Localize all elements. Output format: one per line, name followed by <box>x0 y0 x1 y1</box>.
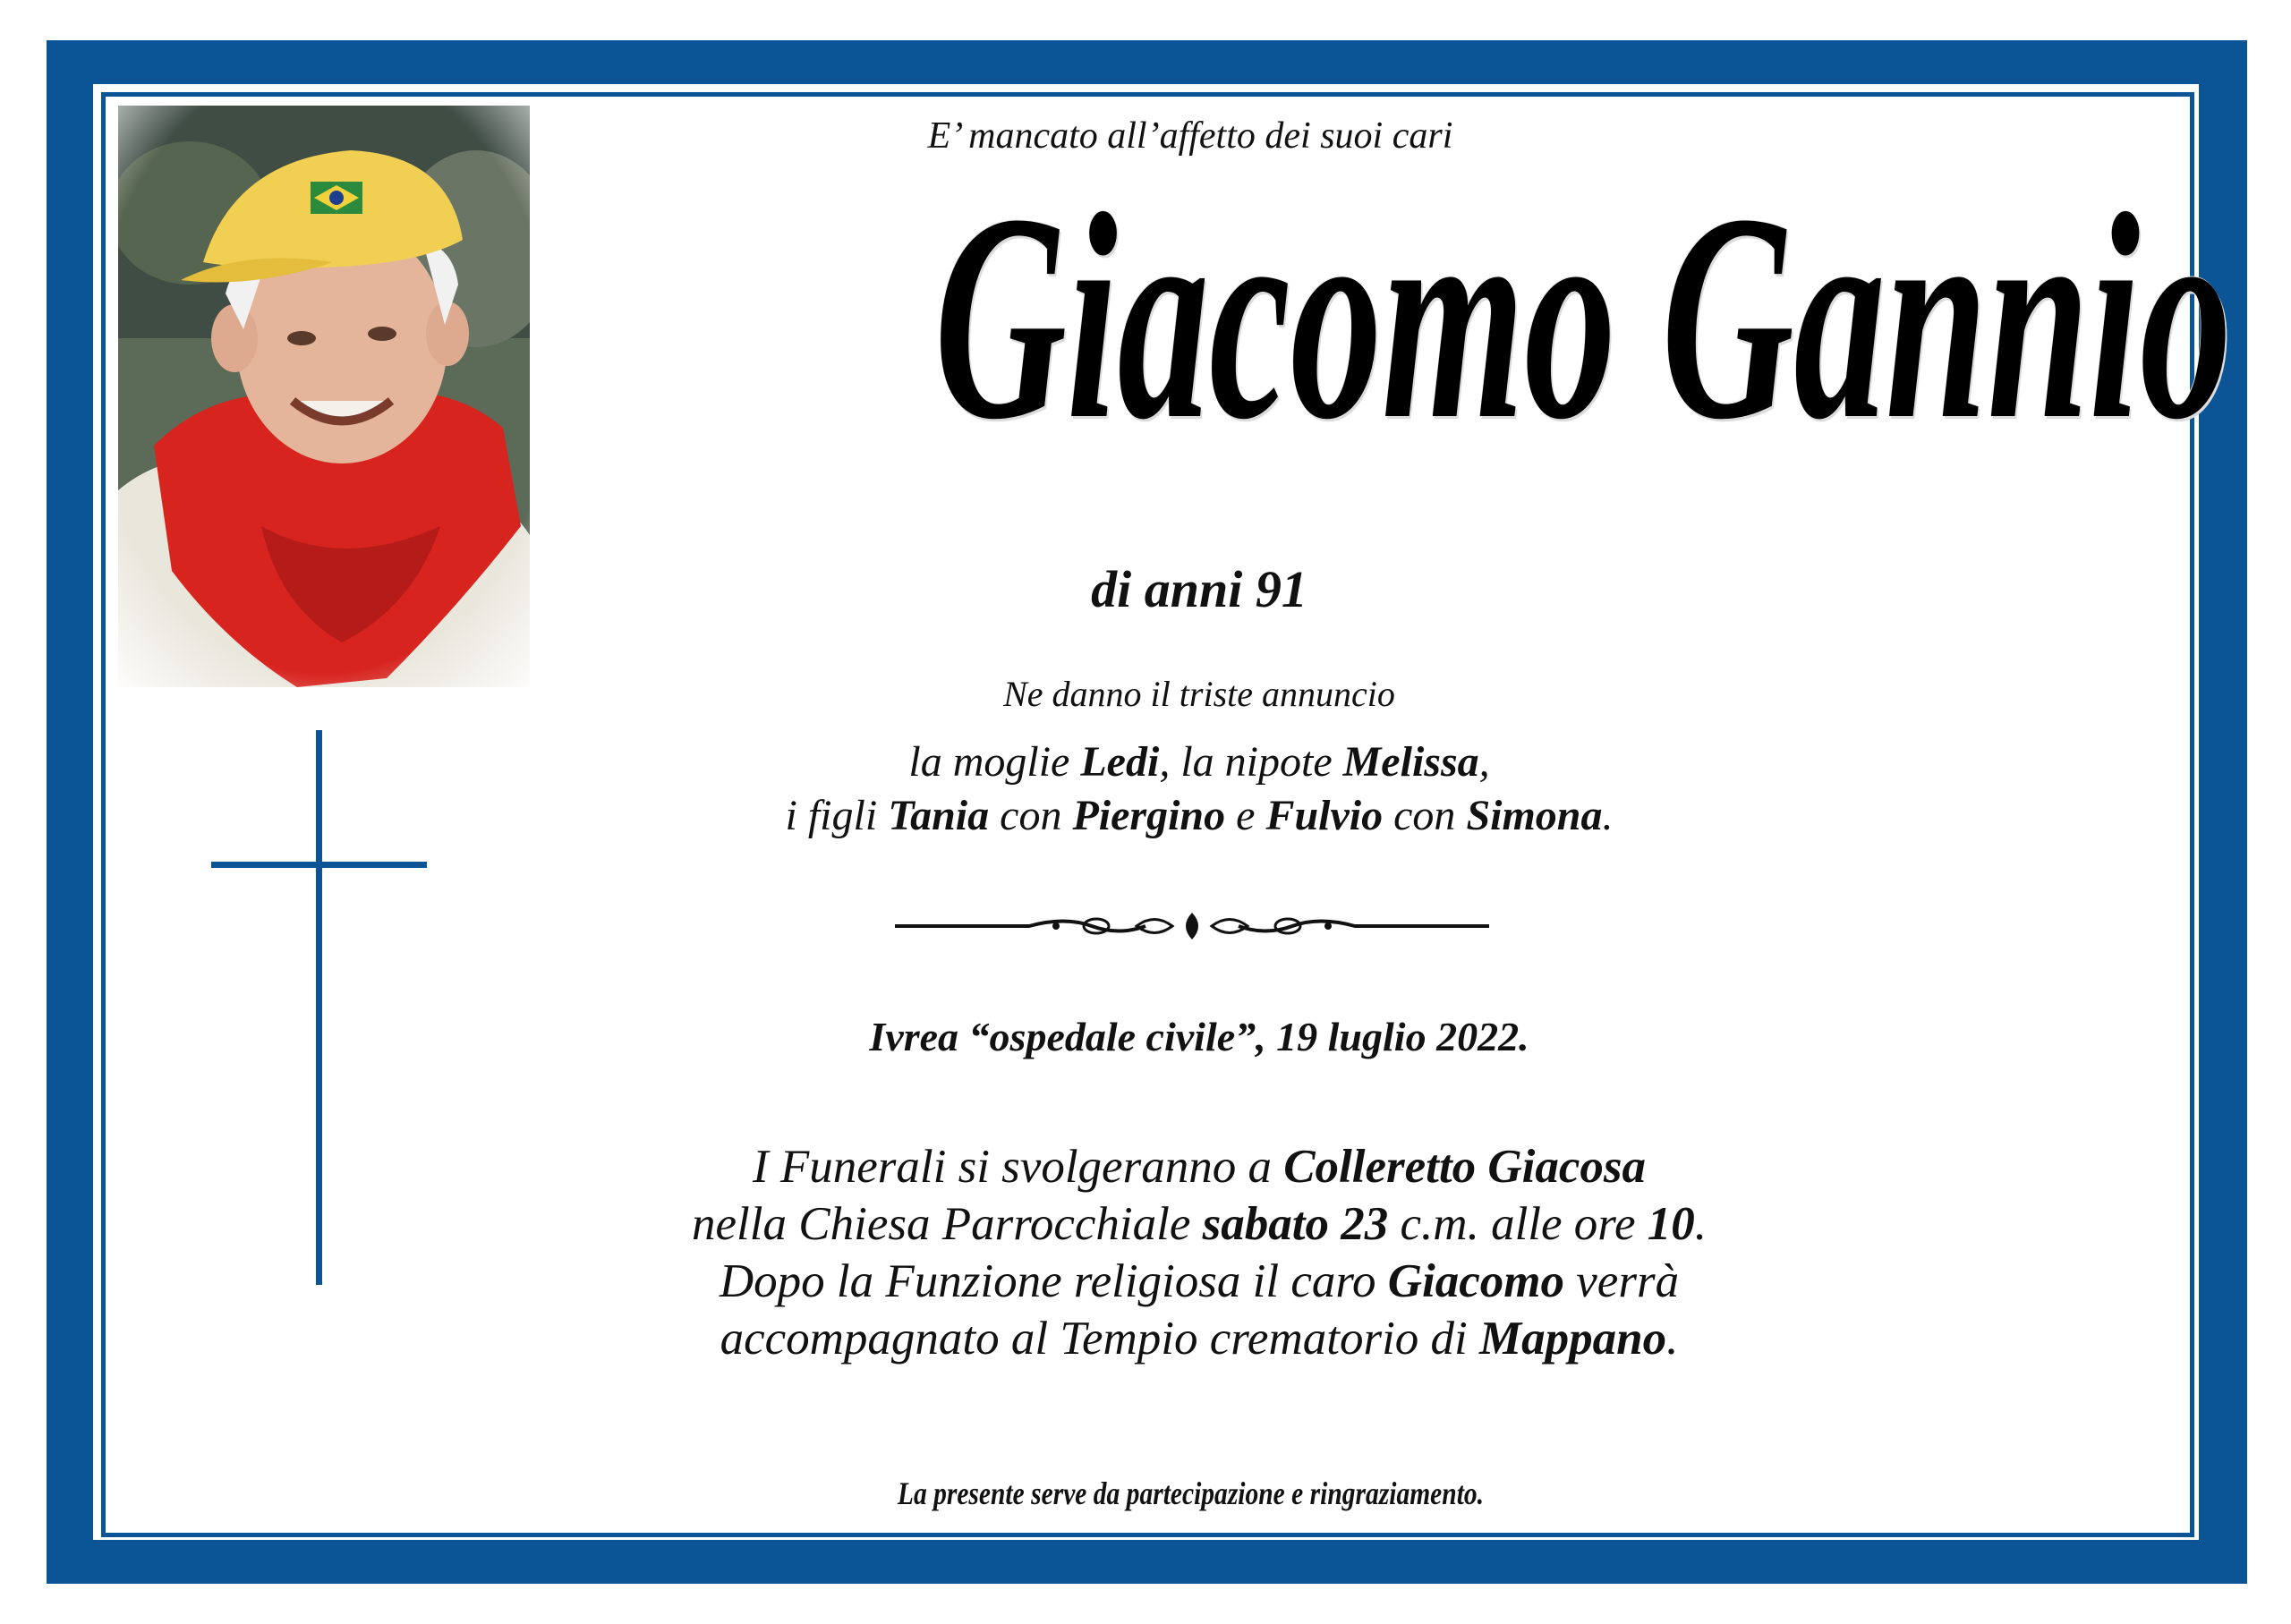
footer-note <box>698 1475 1682 1512</box>
family-list <box>555 735 1844 843</box>
funeral-day: sabato 23 <box>1202 1198 1389 1250</box>
portrait-photo <box>118 106 530 687</box>
funeral-line-1: I Funerali si svolgeranno a Colleretto Giacosa <box>752 1141 1647 1193</box>
age-text: di anni 91 <box>1091 560 1307 618</box>
child-name: Tania <box>888 792 990 839</box>
ornament-divider-icon <box>895 909 1489 943</box>
deceased-name <box>537 154 2232 480</box>
wife-name: Ledi <box>1080 738 1160 786</box>
place-date-text: Ivrea “ospedale civile”, 19 luglio 2022. <box>869 1014 1529 1059</box>
granddaughter-name: Melissa <box>1342 738 1479 786</box>
funeral-line-3: Dopo la Funzione religiosa il caro Giacomo verrà <box>719 1255 1680 1307</box>
partner-name: Piergino <box>1072 792 1226 839</box>
child-name: Fulvio <box>1265 792 1384 839</box>
funeral-town: Colleretto Giacosa <box>1283 1141 1647 1193</box>
funeral-details <box>465 1138 1933 1367</box>
crematorium-town: Mappano <box>1479 1313 1667 1365</box>
announcement-text: Ne danno il triste annuncio <box>1003 674 1395 714</box>
family-line-2: i figli Tania con Piergino e Fulvio con Simona. <box>785 792 1614 839</box>
footer-note-text: La presente serve da partecipazione e ringraziamento. <box>897 1475 1484 1511</box>
family-line-1: la moglie Ledi, la nipote Melissa, <box>908 738 1490 786</box>
funeral-line-4: accompagnato al Tempio crematorio di Mappano. <box>720 1313 1679 1365</box>
deceased-first-name: Giacomo <box>1387 1255 1565 1307</box>
funeral-hour: 10 <box>1647 1198 1695 1250</box>
cross-icon <box>316 730 322 1285</box>
partner-name: Simona <box>1466 792 1603 839</box>
deceased-name-text: Giacomo Gannio <box>934 154 2232 480</box>
cross-arm <box>211 862 427 868</box>
intro-text: E’ mancato all’affetto dei suoi cari <box>927 115 1453 157</box>
funeral-line-2: nella Chiesa Parrocchiale sabato 23 c.m. alle ore 10. <box>692 1198 1707 1250</box>
